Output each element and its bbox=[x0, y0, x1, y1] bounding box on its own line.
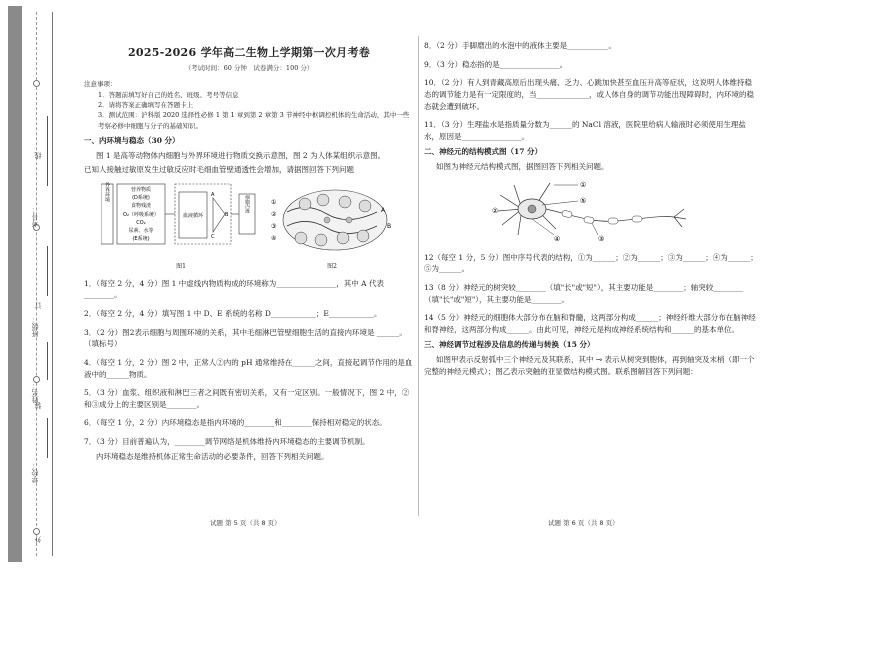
figure-1-caption: 图1 bbox=[176, 262, 186, 270]
notes-item: 3．测试范围：沪科版 2020 选择性必修 1 第 1 章到第 2 章第 3 节神经中枢调控机体的生命活动，其中一些考察必修中细胞与分子的基础知识。 bbox=[98, 111, 410, 130]
section-heading: 二、神经元的结构模式图（17 分） bbox=[424, 147, 543, 157]
binding-mark-line: 线 bbox=[34, 152, 42, 159]
question-12: 12（每空 1 分，5 分）图中序号代表的结构，①为______；②为______；③为______；④为______；⑤为______。 bbox=[424, 252, 758, 274]
binding-strip bbox=[6, 6, 68, 562]
question-9: 9．（3 分）稳态指的是________________。 bbox=[424, 59, 568, 69]
binding-mark-ding: 订 bbox=[34, 302, 42, 309]
figure-2-caption: 图2 bbox=[327, 262, 337, 270]
fig1-box: 食物残渣 bbox=[130, 202, 152, 209]
question-14: 14（5 分）神经元的细胞体大部分布在脑和脊髓，这两部分构成______；神经纤维大部分布在脑神经和脊神经，这两部分构成______。由此可见，神经元是构成神经系统结构和______的基本单位。 bbox=[424, 313, 756, 334]
fig1-box: (E系统) bbox=[132, 235, 150, 242]
section-intro: 图 1 是高等动物体内细胞与外界环境进行物质交换示意图，图 2 为人体某组织示意图。 bbox=[96, 150, 386, 160]
neuron-label: ① bbox=[579, 180, 586, 189]
question-8: 8．（2 分）手脚磨出的水泡中的液体主要是___________。 bbox=[424, 41, 616, 50]
question-6: 6．（每空 1 分，2 分）内环境稳态是指内环境的________和________保持相对稳定的状态。 bbox=[84, 418, 387, 428]
binding-fill-line bbox=[47, 342, 48, 380]
section-intro: 已知人接触过敏原发生过敏反应时毛细血管壁通透性会增加，请据图回答下列问题 bbox=[84, 165, 354, 175]
right-column bbox=[424, 40, 759, 377]
binding-hole bbox=[33, 528, 40, 535]
footer-page-right: 试题 第 6 页（共 8 页） bbox=[548, 519, 619, 527]
fig1-box: 营养物质 bbox=[130, 186, 152, 193]
binding-mark-wai: 外 bbox=[34, 536, 42, 543]
fig1-letter: A bbox=[211, 191, 215, 198]
fig1-box: CO₂ bbox=[136, 219, 146, 226]
fig2-label: A bbox=[381, 206, 386, 214]
neuron-figure bbox=[424, 175, 759, 245]
binding-label-name: 姓名： bbox=[31, 382, 39, 403]
notes-item: 1．答题前填写好自己的姓名、班级、考号等信息 bbox=[98, 90, 239, 99]
notes-block bbox=[84, 79, 414, 131]
footer-page-left: 试题 第 5 页（共 8 页） bbox=[210, 519, 281, 527]
neuron-label: ⑤ bbox=[579, 196, 586, 205]
section-intro: 如图甲表示反射弧中三个神经元及其联系，其中 ⊸ 表示从树突到胞体，再到轴突及末梢（即一个完整的神经元模式）；图乙表示突触的亚显微结构模式图。联系图解回答下列问题： bbox=[424, 355, 755, 376]
binding-mark-zhuang: 装 bbox=[34, 402, 42, 409]
fig1-box: 尿素、水等 bbox=[128, 227, 154, 234]
figure-2 bbox=[267, 182, 397, 271]
section-heading: 一、内环境与稳态（30 分） bbox=[84, 136, 180, 146]
binding-gray-bar bbox=[8, 6, 22, 562]
notes-item: 2．请将答案正确填写在答题卡上 bbox=[98, 100, 194, 109]
binding-hole bbox=[33, 80, 40, 87]
left-column bbox=[84, 34, 414, 462]
fig2-label: ④ bbox=[271, 234, 277, 242]
column-divider bbox=[418, 36, 419, 516]
binding-fill-line bbox=[47, 116, 48, 186]
fig2-label: ② bbox=[271, 210, 277, 218]
figures-row bbox=[84, 182, 414, 271]
neuron-diagram bbox=[492, 175, 692, 245]
fig1-letter: B bbox=[225, 211, 229, 218]
binding-fill-line bbox=[47, 246, 48, 296]
fig1-blood: 血液循环 bbox=[182, 212, 204, 219]
fig1-box: O₂（呼吸系统） bbox=[123, 211, 159, 218]
question-1: 1．（每空 2 分，4 分）图 1 中虚线内物质构成的环境称为________________，其中 A 代表________。 bbox=[84, 278, 384, 300]
notes-heading: 注意事项： bbox=[84, 80, 117, 89]
fig1-box: (D系统) bbox=[132, 194, 150, 201]
exam-title: 2025-2026 学年高二生物上学期第一次月考卷 bbox=[127, 46, 371, 59]
question-3: 3．（2 分）图2表示细胞与周围环境的关系，其中毛细淋巴管壁细胞生活的直接内环境是 ______。（填标号） bbox=[84, 327, 407, 349]
question-5: 5．（3 分）血浆、组织液和淋巴三者之间既有密切关系，又有一定区别。一般情况下，图 2 中，②和③成分上的主要区别是________。 bbox=[84, 388, 410, 409]
fig2-label: ③ bbox=[271, 222, 277, 230]
binding-fill-line bbox=[47, 418, 48, 458]
binding-label-school: 学校： bbox=[31, 462, 39, 483]
question-2: 2．（每空 2 分，4 分）填写图 1 中 D、E 系统的名称 D____________；E____________。 bbox=[84, 309, 382, 319]
section-intro: 如图为神经元结构模式图，据图回答下列相关问题。 bbox=[436, 162, 609, 171]
neuron-label: ④ bbox=[553, 234, 560, 243]
question-11: 11．（3 分）生理盐水是指质量分数为______的 NaCl 溶液，医院里给病人输液时必须使用生理盐水，原因是________________。 bbox=[424, 120, 746, 141]
question-7: 7．（3 分）目前普遍认为，________调节网络是机体维持内环境稳态的主要调节机制。 bbox=[84, 437, 370, 447]
figure-1-diagram bbox=[101, 182, 261, 258]
figure-1 bbox=[101, 182, 261, 271]
section-heading: 三、神经调节过程涉及信息的传递与转换（15 分） bbox=[424, 340, 595, 350]
binding-label-class: 班级： bbox=[31, 316, 39, 337]
fig1-env-label: 外界环境 bbox=[104, 181, 110, 202]
fig1-cell: 细胞内液 bbox=[244, 194, 250, 213]
fig2-label: ① bbox=[271, 198, 277, 206]
neuron-label: ③ bbox=[597, 234, 604, 243]
exam-subtitle: （考试时间：60 分钟 试卷满分：100 分） bbox=[184, 64, 314, 73]
section-tail: 内环境稳态是维持机体正常生命活动的必要条件，回答下列相关问题。 bbox=[96, 451, 329, 461]
question-13: 13（8 分）神经元的树突较________（填"长"或"短"），其主要功能是________；轴突较________（填"长"或"短"），其主要功能是________。 bbox=[424, 282, 744, 304]
question-10: 10．（2 分）有人到青藏高原后出现头痛、乏力、心跳加快甚至血压升高等症状，这说明人体维持稳态的调节能力是有一定限度的，当______________，或人体自身的调节功能出现障碍时，内环境的稳态就会遭到破坏。 bbox=[424, 78, 754, 111]
binding-label-examno: 考号： bbox=[31, 206, 39, 227]
fig1-letter: C bbox=[211, 233, 215, 240]
figure-2-diagram bbox=[267, 182, 397, 258]
binding-solid-line bbox=[52, 12, 53, 556]
question-4: 4．（每空 1 分，2 分）图 2 中，正常人②内的 pH 通常维持在______之间，直接起调节作用的是血液中的______物质。 bbox=[84, 357, 413, 379]
fig2-label: B bbox=[387, 222, 392, 230]
neuron-label: ② bbox=[491, 206, 498, 215]
